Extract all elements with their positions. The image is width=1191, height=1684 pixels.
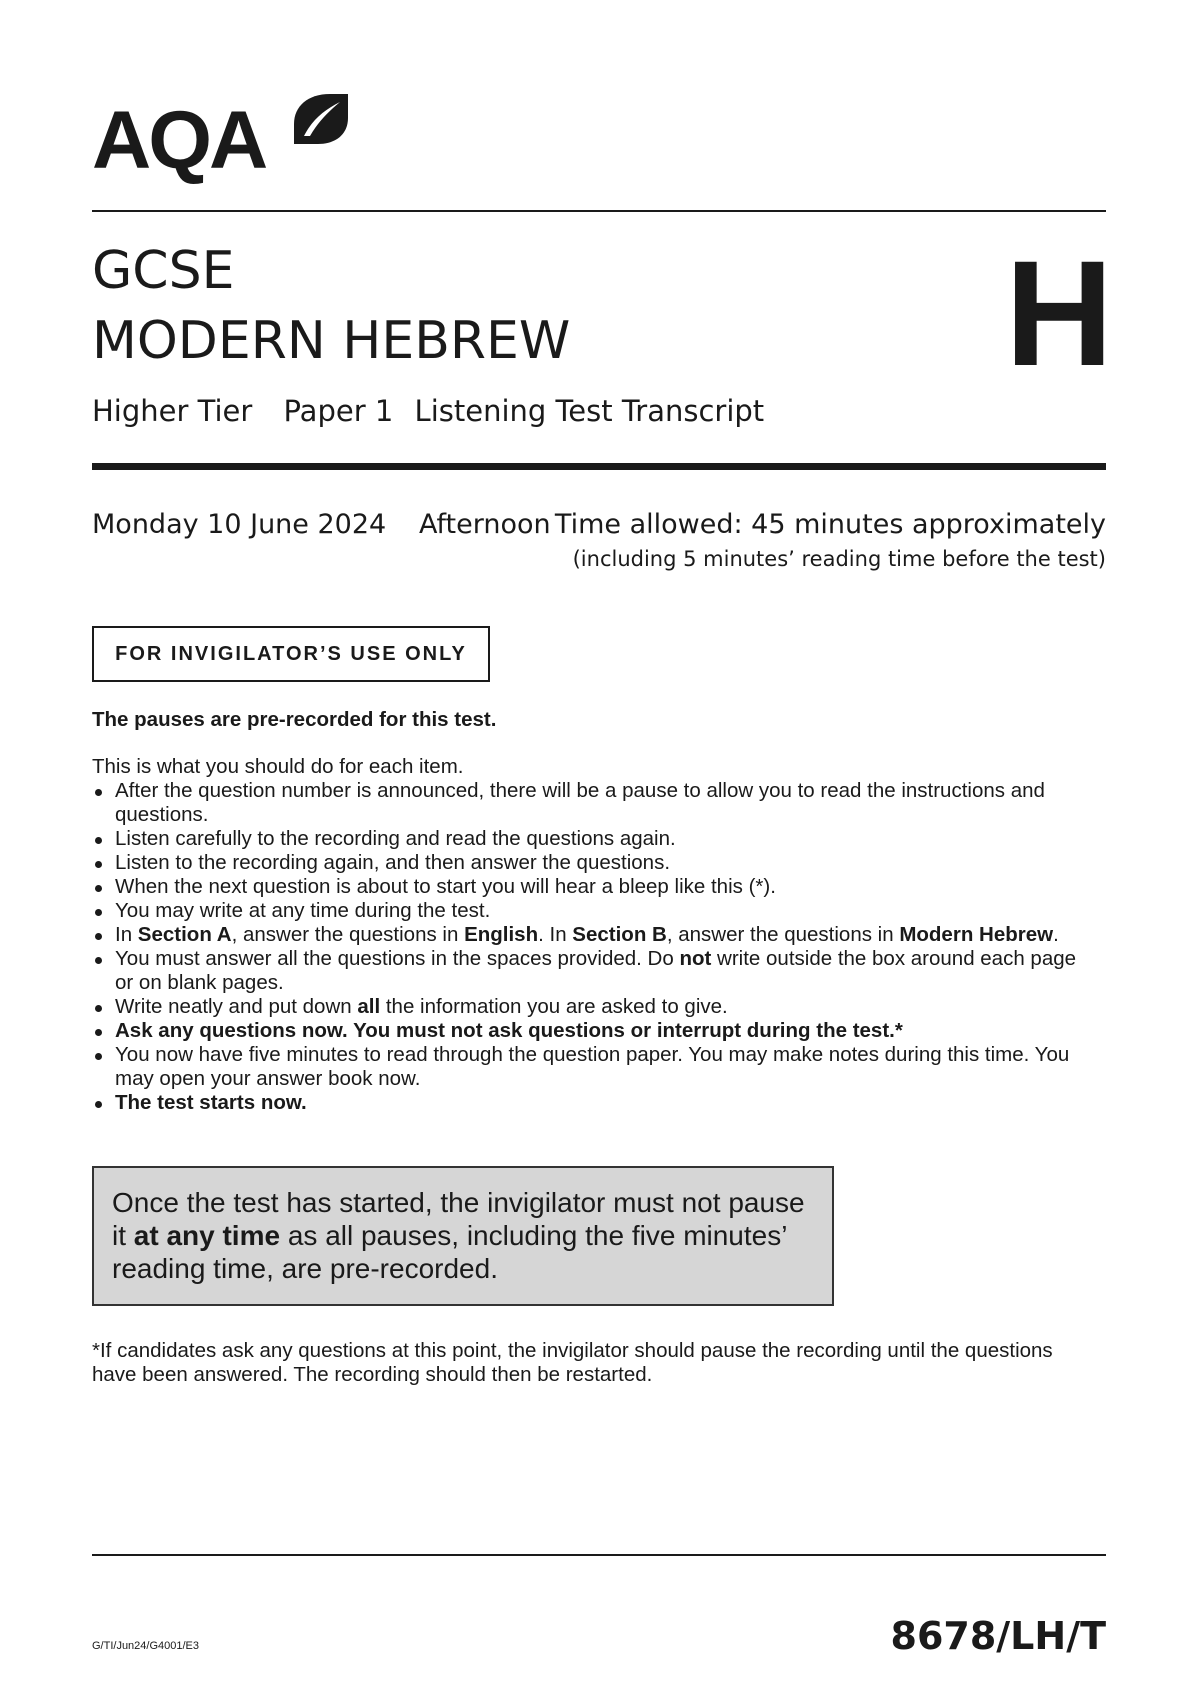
instruction-list (92, 779, 1092, 1115)
paper-title: Listening Test Transcript (414, 394, 765, 428)
top-rule (92, 210, 1106, 212)
instructions-intro: This is what you should do for each item. (92, 755, 464, 778)
subject-title: MODERN HEBREW (92, 311, 571, 371)
exam-session: Afternoon (419, 509, 551, 540)
list-item: You may write at any time during the test. (92, 899, 1092, 923)
bottom-rule (92, 1554, 1106, 1556)
list-item: In Section A, answer the questions in English. In Section B, answer the questions in Modern Hebrew. (92, 923, 1092, 947)
exam-date: Monday 10 June 2024 (92, 509, 387, 540)
document-reference-code: G/TI/Jun24/G4001/E3 (92, 1640, 200, 1652)
list-item: The test starts now. (92, 1091, 1092, 1115)
list-item: When the next question is about to start you will hear a bleep like this (*). (92, 875, 1092, 899)
aqa-leaf-icon (290, 90, 350, 146)
list-item: You now have five minutes to read through the question paper. You may make notes during this time. You may open your answer book now. (92, 1043, 1092, 1091)
tier-letter: H (1005, 229, 1114, 397)
qualification-title: GCSE (92, 241, 235, 301)
invigilator-box: FOR INVIGILATOR’S USE ONLY (92, 626, 490, 682)
footnote: *If candidates ask any questions at this point, the invigilator should pause the recording until the questions have been answered. The recording should then be restarted. (92, 1339, 1053, 1386)
invigilator-notice-box: Once the test has started, the invigilator must not pause it at any time as all pauses, including the five minutes’ reading time, are pre-recorded. (92, 1166, 834, 1306)
thick-rule (92, 463, 1106, 470)
list-item: Ask any questions now. You must not ask questions or interrupt during the test.* (92, 1019, 1092, 1043)
exam-info-line (92, 511, 1106, 545)
tier-label: Higher Tier (92, 394, 253, 428)
time-allowed: Time allowed: 45 minutes approximately (554, 509, 1106, 540)
aqa-logo-text: AQA (92, 95, 266, 186)
pauses-notice: The pauses are pre-recorded for this test. (92, 708, 497, 731)
list-item: Listen carefully to the recording and read the questions again. (92, 827, 1092, 851)
list-item: After the question number is announced, there will be a pause to allow you to read the instructions and questions. (92, 779, 1092, 827)
paper-subtitle (92, 394, 786, 428)
paper-code: 8678/LH/T (890, 1614, 1106, 1658)
reading-time-note: (including 5 minutes’ reading time before the test) (572, 547, 1106, 571)
list-item: Listen to the recording again, and then answer the questions. (92, 851, 1092, 875)
list-item: Write neatly and put down all the information you are asked to give. (92, 995, 1092, 1019)
list-item: You must answer all the questions in the spaces provided. Do not write outside the box around each page or on blank pages. (92, 947, 1092, 995)
paper-label: Paper 1 (283, 394, 394, 428)
